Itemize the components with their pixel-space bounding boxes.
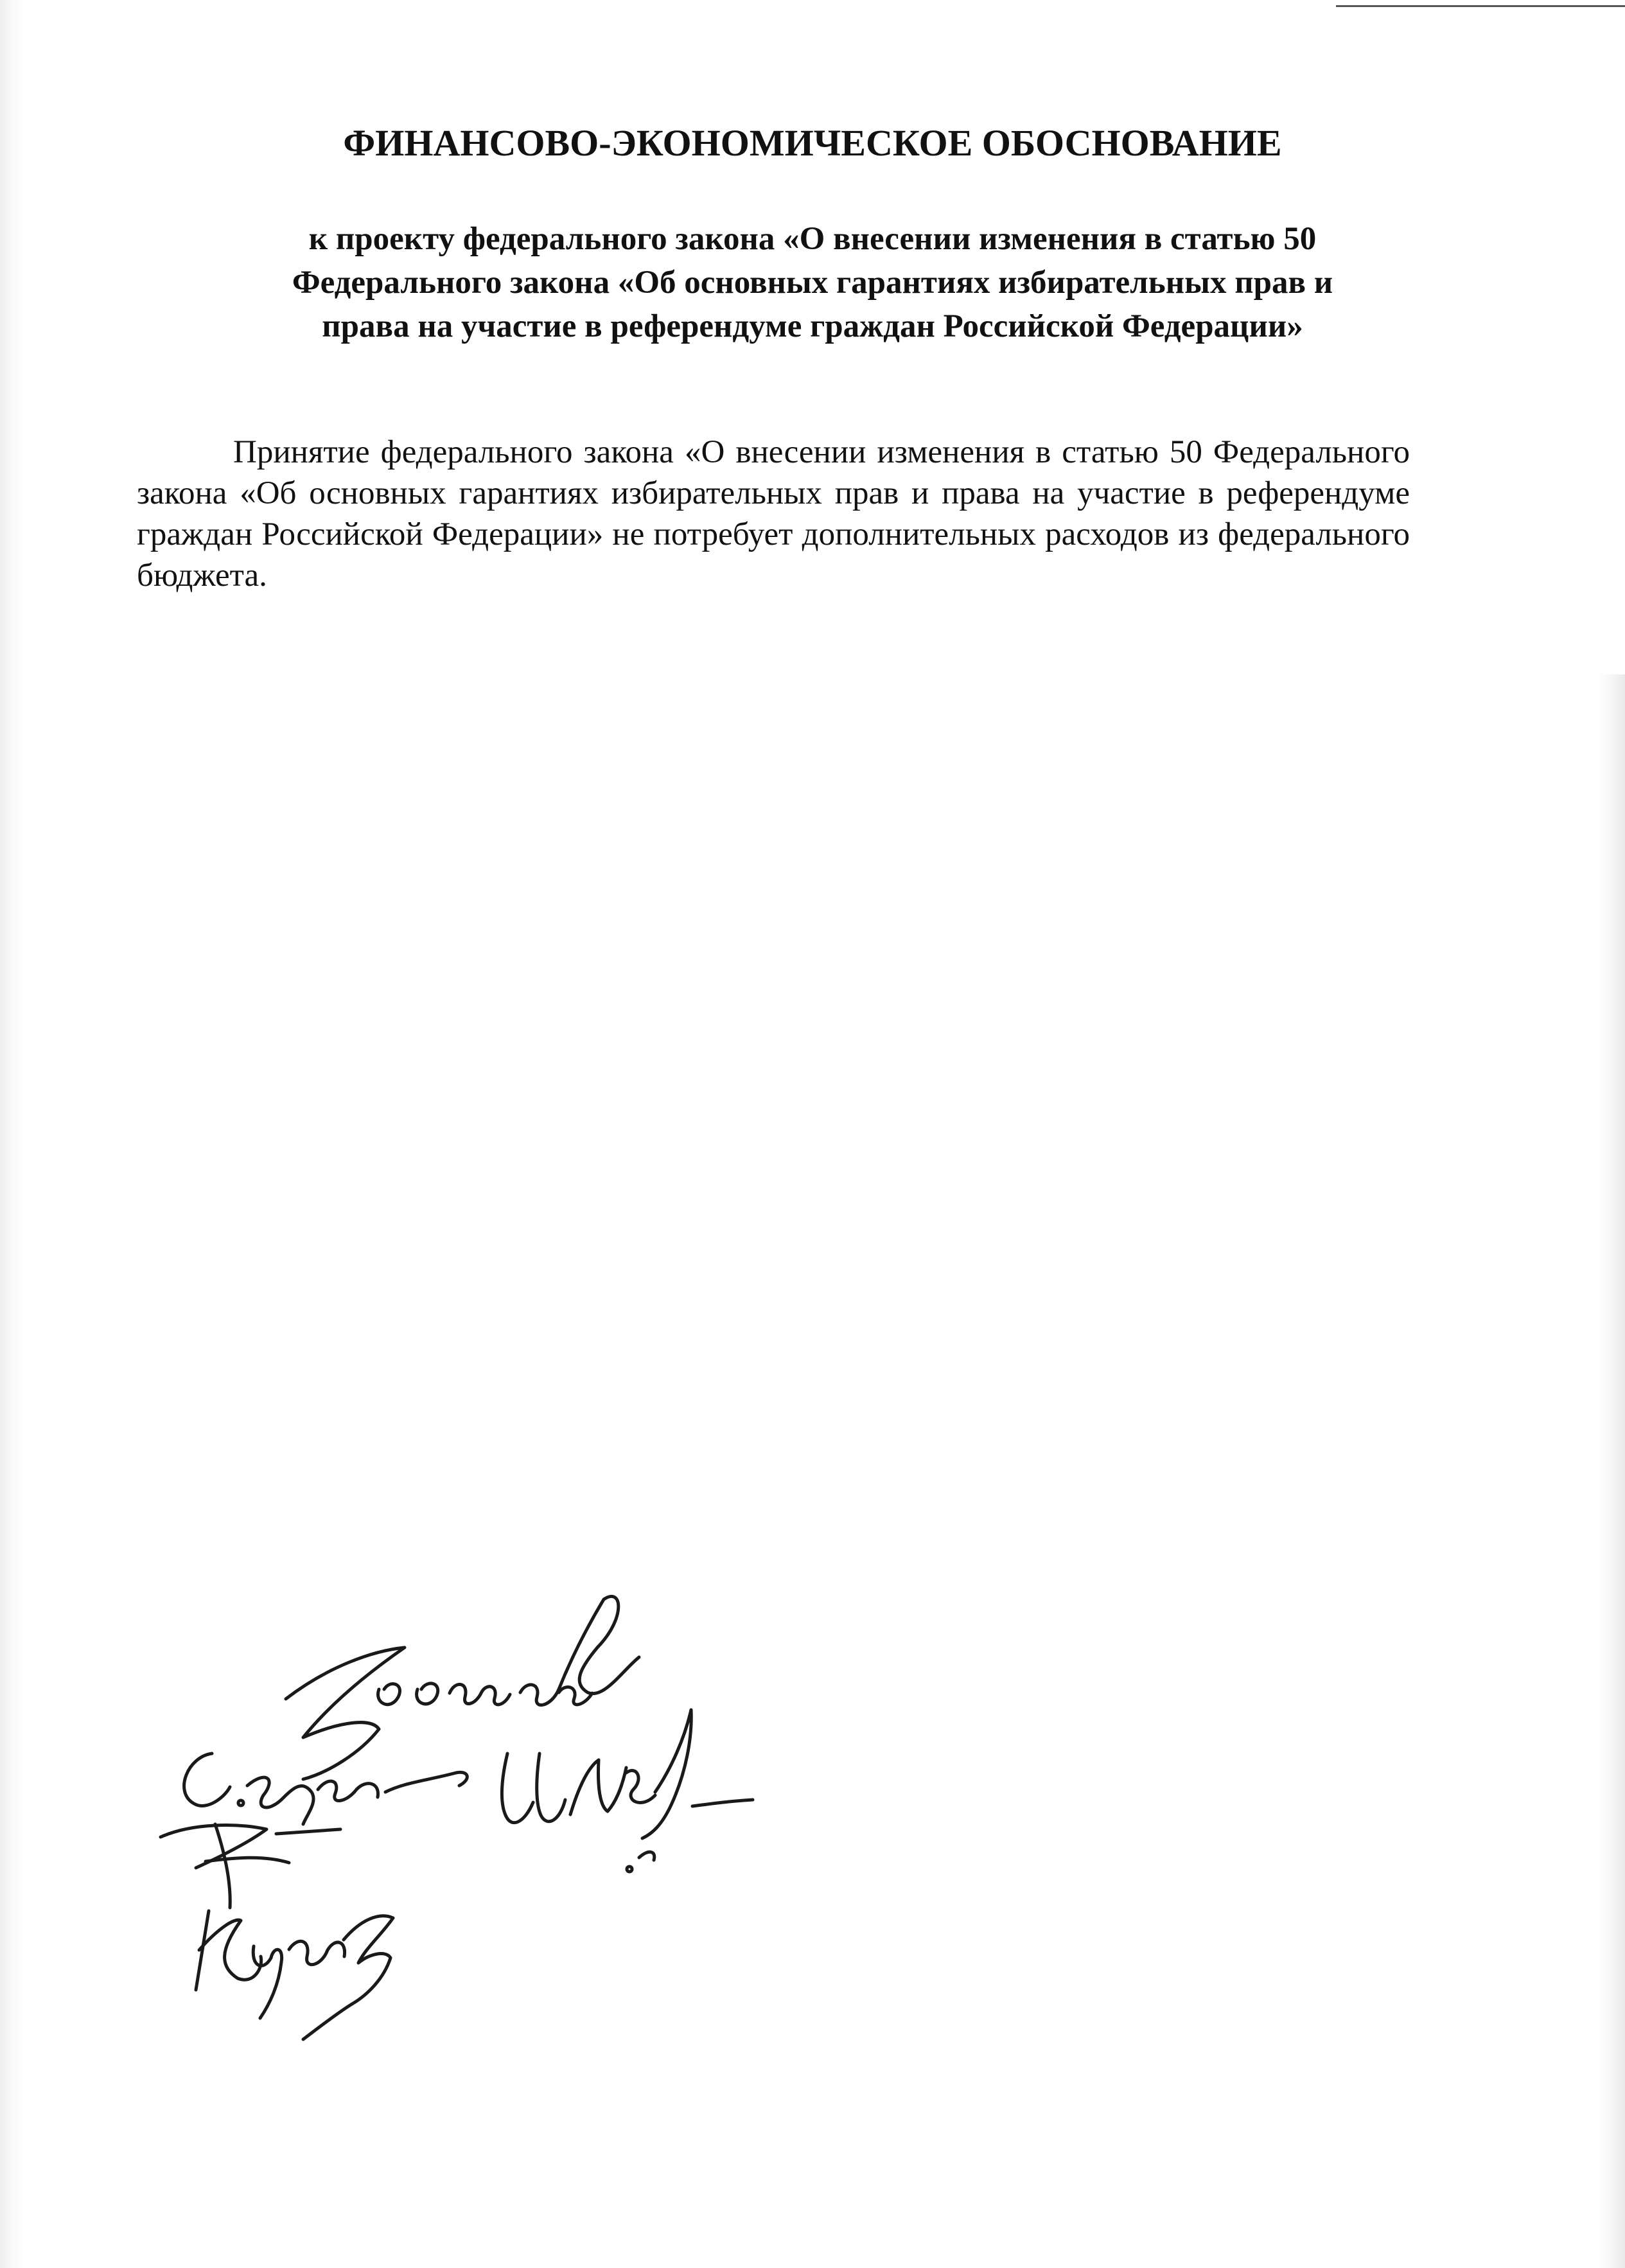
subtitle-line: к проекту федерального закона «О внесении изменения в статью 50 [308,221,1317,257]
handwritten-signatures [135,1561,803,2049]
scan-edge-right [1598,674,1625,2268]
signature-4 [196,1911,393,2039]
top-edge-rule [1336,5,1625,7]
subtitle-line: Федерального закона «Об основных гарантиях избирательных прав и [292,265,1333,301]
signature-1 [286,1596,639,1779]
signature-3 [502,1710,753,1872]
document-subtitle [128,217,1497,348]
scan-edge-left [0,0,24,2268]
body-paragraph: Принятие федерального закона «О внесении изменения в статью 50 Федерального закона «Об основных гарантиях избирательных прав и права на участие в референдуме граждан Российской Федерации» не потребует дополнительных расходов из федерального бюджета. [137,434,1410,593]
signature-block [135,1561,803,2049]
subtitle-line: права на участие в референдуме граждан Российской Федерации» [322,308,1303,344]
document-title: ФИНАНСОВО-ЭКОНОМИЧЕСКОЕ ОБОСНОВАНИЕ [343,122,1282,164]
